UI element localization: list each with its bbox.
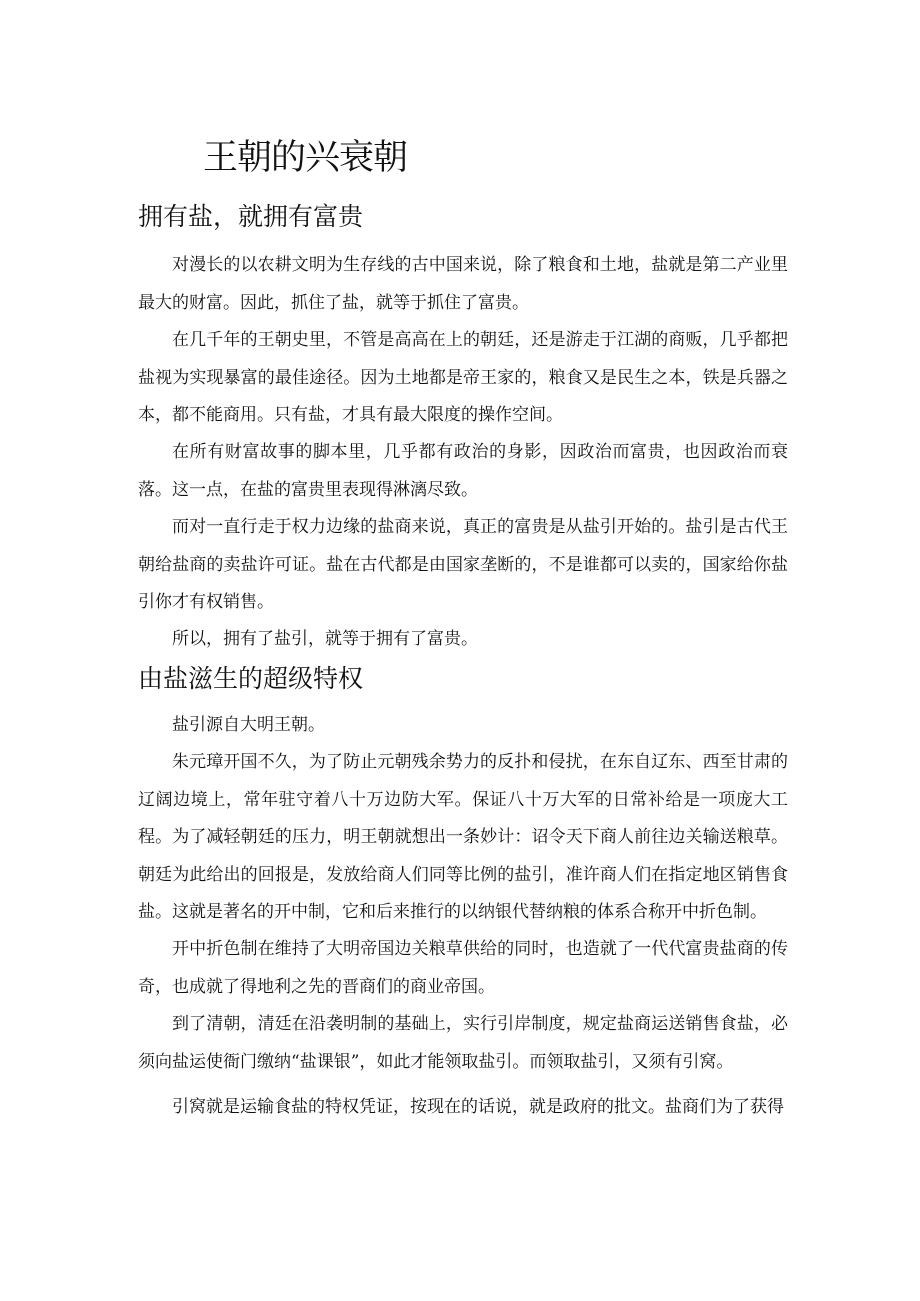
- paragraph: 盐引源自大明王朝。: [172, 715, 325, 735]
- paragraph: 开中折色制在维持了大明帝国边关粮草供给的同时，也造就了一代代富贵盐商的传奇，也成就了得地利之先的晋商们的商业帝国。: [138, 939, 788, 997]
- paragraph: 在所有财富故事的脚本里，几乎都有政治的身影，因政治而富贵，也因政治而衰落。这一点，在盐的富贵里表现得淋漓尽致。: [138, 442, 788, 500]
- paragraph: 对漫长的以农耕文明为生存线的古中国来说，除了粮食和土地，盐就是第二产业里最大的财富。因此，抓住了盐，就等于抓住了富贵。: [138, 255, 788, 313]
- paragraph: 所以，拥有了盐引，就等于拥有了富贵。: [172, 629, 478, 649]
- section-heading-1: 拥有盐，就拥有富贵: [138, 202, 364, 231]
- paragraph: 在几千年的王朝史里，不管是高高在上的朝廷，还是游走于江湖的商贩，几乎都把盐视为实现暴富的最佳途径。因为土地都是帝王家的，粮食又是民生之本，铁是兵器之本，都不能商用。只有盐，才具有最大限度的操作空间。: [138, 330, 788, 425]
- page-title: 王朝的兴衰朝: [203, 138, 408, 178]
- paragraph: 到了清朝，清廷在沿袭明制的基础上，实行引岸制度，规定盐商运送销售食盐，必须向盐运使衙门缴纳“盐课银”，如此才能领取盐引。而领取盐引，又须有引窝。: [138, 1014, 788, 1072]
- paragraph: 朱元璋开国不久，为了防止元朝残余势力的反扑和侵扰，在东自辽东、西至甘肃的辽阔边境上，常年驻守着八十万边防大军。保证八十万大军的日常补给是一项庞大工程。为了减轻朝廷的压力，明王朝就想出一条妙计：诏令天下商人前往边关输送粮草。朝廷为此给出的回报是，发放给商人们同等比例的盐引，准许商人们在指定地区销售食盐。这就是著名的开中制，它和后来推行的以纳银代替纳粮的体系合称开中折色制。: [138, 752, 788, 922]
- paragraph: 引窝就是运输食盐的特权凭证，按现在的话说，就是政府的批文。盐商们为了获得: [172, 1097, 784, 1117]
- paragraph: 而对一直行走于权力边缘的盐商来说，真正的富贵是从盐引开始的。盐引是古代王朝给盐商的卖盐许可证。盐在古代都是由国家垄断的，不是谁都可以卖的，国家给你盐引你才有权销售。: [138, 517, 788, 612]
- section-heading-2: 由盐滋生的超级特权: [138, 664, 364, 693]
